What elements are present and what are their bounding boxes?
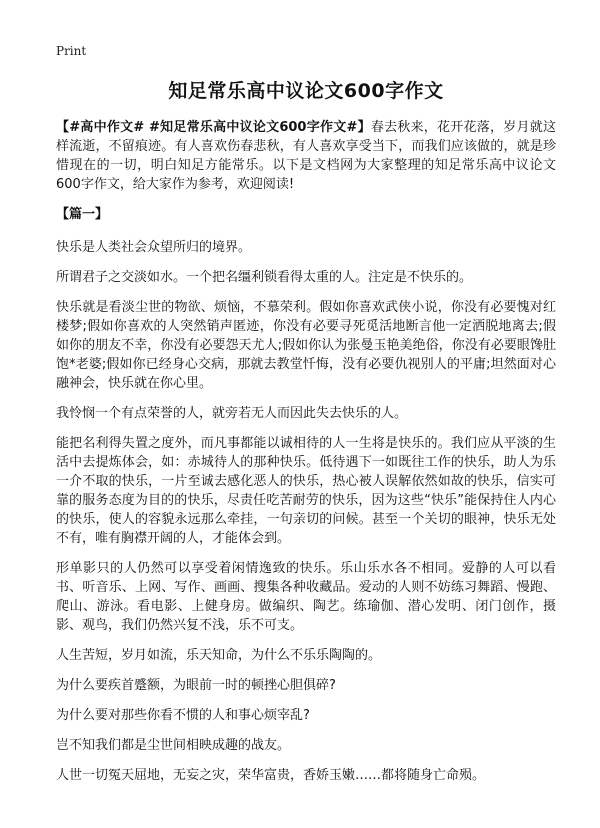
paragraph: 为什么要疾首蹙额，为眼前一时的顿挫心胆俱碎? xyxy=(56,678,336,693)
paragraph: 人世一切冤天屈地，无妄之灾，荣华富贵，香娇玉嫩……都将随身亡命殒。 xyxy=(56,768,486,783)
article-title: 知足常乐高中议论文600字作文 xyxy=(168,80,444,102)
paragraph: 岂不知我们都是尘世间相映成趣的战友。 xyxy=(56,738,291,753)
paragraph: 快乐是人类社会众望所归的境界。 xyxy=(56,240,252,255)
print-link[interactable]: Print xyxy=(56,44,87,58)
intro-paragraph xyxy=(56,118,556,194)
paragraph: 所谓君子之交淡如水。一个把名缰利锁看得太重的人。注定是不快乐的。 xyxy=(56,270,473,285)
intro-text: 春去秋来，花开花落，岁月就这样流逝，不留痕迹。有人喜欢伤春悲秋，有人喜欢享受当下，而我们应该做的，就是珍惜现在的一切，明白知足方能常乐。以下是文档网为大家整理的知足常乐高中议论文600字作文，给大家作为参考，欢迎阅读! xyxy=(56,120,556,192)
paragraph: 人生苦短，岁月如流，乐天知命，为什么不乐乐陶陶的。 xyxy=(56,648,382,663)
section-heading: 【篇一】 xyxy=(56,207,109,222)
paragraph: 形单影只的人仍然可以享受着闲情逸致的快乐。乐山乐水各不相同。爱静的人可以看书、听音乐、上网、写作、画画、搜集各种收藏品。爱动的人则不妨练习舞蹈、慢跑、爬山、游泳。看电影、上健身房。做编织、陶艺。练瑜伽、潜心发明、闭门创作，摄影、观鸟，我们仍然兴复不浅，乐不可支。 xyxy=(56,561,556,633)
paragraph: 能把名利得失置之度外，而凡事都能以诚相待的人一生将是快乐的。我们应从平淡的生活中去提炼体会，如：赤城待人的那种快乐。低待遇下一如既往工作的快乐，助人为乐一介不取的快乐，一片至诚去感化恶人的快乐，热心被人误解依然如故的快乐，信实可靠的服务态度为目的的快乐，尽责任吃苦耐劳的快乐，因为这些“快乐”能保持住人内心的快乐，使人的容貌永远那么牵挂，一句亲切的问候。甚至一个关切的眼神，快乐无处不有，唯有胸襟开阔的人，才能体会到。 xyxy=(56,436,556,546)
paragraph: 快乐就是看淡尘世的物欲、烦恼，不慕荣利。假如你喜欢武侠小说，你没有必要愧对红楼梦;假如你喜欢的人突然销声匿迹，你没有必要寻死觅活地断言他一定洒脱地离去;假如你的朋友不幸，你没有必要怨天尤人;假如你认为张曼玉艳美绝俗，你没有必要眼馋肚饱*老婆;假如你已经身心交病，那就去教堂忏悔，没有必要仇视别人的平庸;坦然面对心融神会，快乐就在你心里。 xyxy=(56,300,556,391)
paragraph: 为什么要对那些你看不惯的人和事心烦宰乱? xyxy=(56,708,310,723)
paragraph: 我怜悯一个有点荣誉的人，就旁若无人而因此失去快乐的人。 xyxy=(56,406,408,421)
article-body xyxy=(56,118,556,796)
intro-tag: 【#高中作文# #知足常乐高中议论文600字作文#】 xyxy=(56,120,371,135)
